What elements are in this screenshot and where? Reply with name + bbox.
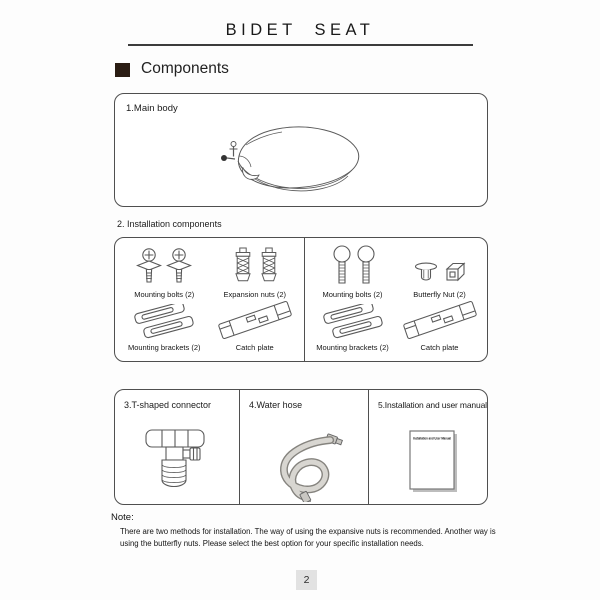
note-label: Note: — [111, 512, 134, 523]
components-section-header — [115, 60, 229, 78]
title-divider — [128, 44, 473, 46]
part-label: Mounting bolts (2) — [322, 290, 383, 299]
part-label: Mounting bolts (2) — [134, 290, 195, 299]
part-catch-plate-b — [396, 299, 483, 352]
manual-cell — [368, 390, 487, 504]
part-butterfly-nuts — [396, 244, 483, 299]
page-number-badge: 2 — [296, 570, 317, 590]
round-head-bolts-icon — [326, 245, 380, 287]
t-connector-label: 3.T-shaped connector — [124, 400, 212, 410]
part-mounting-brackets-b — [309, 299, 396, 352]
t-connector-icon — [137, 424, 217, 500]
part-catch-plate-a — [210, 299, 301, 352]
phillips-bolts-icon — [129, 247, 199, 287]
manual-booklet-title: Installation and User Manual — [413, 436, 451, 441]
installation-components-heading: 2. Installation components — [117, 219, 222, 229]
water-hose-label: 4.Water hose — [249, 400, 303, 410]
installation-components-box — [114, 237, 488, 362]
part-label: Catch plate — [420, 343, 459, 352]
part-label: Catch plate — [235, 343, 274, 352]
water-hose-icon — [264, 428, 352, 502]
part-mounting-brackets-a — [119, 299, 210, 352]
part-label: Mounting brackets (2) — [127, 343, 201, 352]
method-a-panel — [115, 238, 304, 361]
main-body-box — [114, 93, 488, 207]
mounting-brackets-icon — [129, 304, 199, 340]
catch-plate-icon — [398, 300, 482, 340]
section-bullet-square-icon — [115, 63, 130, 77]
bidet-seat-illustration — [213, 118, 373, 200]
note-text-line-1: There are two methods for installation. The way of using the expansive nuts is recommended. Another way is — [120, 527, 496, 536]
manual-booklet-icon — [403, 426, 461, 496]
part-mounting-bolts-a — [119, 244, 210, 299]
manual-label: 5.Installation and user manual — [378, 400, 487, 410]
method-b-panel — [305, 238, 487, 361]
catch-plate-icon — [213, 300, 297, 340]
water-hose-cell — [239, 390, 368, 504]
main-body-label: 1.Main body — [126, 103, 178, 114]
note-text-line-2: using the butterfly nuts. Please select the best option for your specific installation needs. — [120, 539, 424, 548]
part-expansion-nuts — [210, 244, 301, 299]
part-label: Butterfly Nut (2) — [413, 290, 466, 299]
t-connector-cell — [115, 390, 239, 504]
components-heading: Components — [141, 60, 229, 77]
page-title: BIDET SEAT — [225, 21, 375, 39]
butterfly-nuts-icon — [411, 259, 469, 287]
accessories-box — [114, 389, 488, 505]
part-label: Expansion nuts (2) — [223, 290, 287, 299]
part-mounting-bolts-b — [309, 244, 396, 299]
mounting-brackets-icon — [318, 304, 388, 340]
part-label: Mounting brackets (2) — [316, 343, 389, 352]
expansion-nuts-icon — [226, 247, 284, 287]
